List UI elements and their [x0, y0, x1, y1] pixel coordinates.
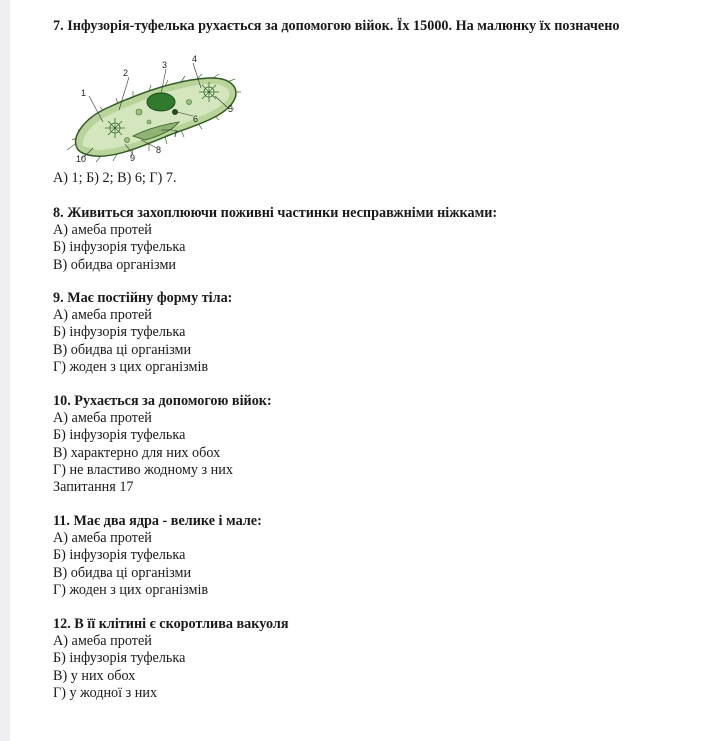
question-11-option-d: Г) жоден з цих організмів	[53, 581, 209, 598]
question-7-answers: А) 1; Б) 2; В) 6; Г) 7.	[53, 170, 177, 186]
paramecium-drawing	[63, 52, 245, 170]
question-11-title: 11. Має два ядра - велике і мале:	[53, 513, 262, 529]
figure-label-2: 2	[123, 68, 129, 78]
question-10-note: Запитання 17	[53, 479, 134, 496]
question-8-option-a: А) амеба протей	[53, 222, 152, 238]
question-9-option-c: В) обидва ці організми	[53, 341, 192, 358]
question-12-option-d: Г) у жодної з них	[53, 684, 158, 701]
question-12	[53, 616, 289, 702]
question-8-option-c: В) обидва організми	[53, 256, 177, 273]
question-9	[53, 290, 232, 376]
figure-label-5: 5	[228, 104, 234, 114]
figure-label-4: 4	[192, 54, 198, 64]
question-7-title: 7. Інфузорія-туфелька рухається за допомогою війок. Їх 15000. На малюнку їх позначено	[53, 18, 620, 34]
figure-label-7: 7	[173, 129, 179, 139]
paramecium-figure	[63, 52, 245, 170]
question-12-option-c: В) у них обох	[53, 667, 136, 684]
question-8-option-b: Б) інфузорія туфелька	[53, 239, 186, 256]
question-9-option-a: А) амеба протей	[53, 307, 152, 323]
question-11-option-c: В) обидва ці організми	[53, 564, 192, 581]
figure-label-6: 6	[193, 114, 199, 124]
question-10-option-d: Г) не властиво жодному з них	[53, 461, 233, 478]
question-11-option-b: Б) інфузорія туфелька	[53, 547, 186, 564]
question-10-option-a: А) амеба протей	[53, 410, 152, 426]
question-9-option-d: Г) жоден з цих організмів	[53, 358, 209, 375]
question-8-title: 8. Живиться захоплюючи поживні частинки несправжніми ніжками:	[53, 205, 498, 221]
question-12-title: 12. В її клітині є скоротлива вакуоля	[53, 616, 289, 632]
question-10	[53, 393, 272, 496]
document-page	[10, 0, 720, 741]
question-10-option-c: В) характерно для них обох	[53, 444, 221, 461]
contractile-vacuole-front	[105, 118, 125, 138]
question-11-option-a: А) амеба протей	[53, 530, 152, 546]
figure-label-8: 8	[156, 145, 162, 155]
question-9-option-b: Б) інфузорія туфелька	[53, 324, 186, 341]
figure-label-3: 3	[162, 60, 168, 70]
contractile-vacuole-back	[199, 82, 219, 102]
figure-label-1: 1	[81, 88, 87, 98]
question-10-title: 10. Рухається за допомогою війок:	[53, 393, 272, 409]
question-12-option-a: А) амеба протей	[53, 633, 152, 649]
question-9-title: 9. Має постійну форму тіла:	[53, 290, 233, 306]
figure-label-9: 9	[130, 153, 136, 163]
page-margin-shade	[0, 0, 10, 741]
question-10-option-b: Б) інфузорія туфелька	[53, 427, 186, 444]
question-11	[53, 513, 262, 599]
figure-label-10: 10	[76, 154, 87, 164]
question-8	[53, 205, 497, 274]
question-12-option-b: Б) інфузорія туфелька	[53, 650, 186, 667]
macronucleus	[147, 93, 175, 111]
